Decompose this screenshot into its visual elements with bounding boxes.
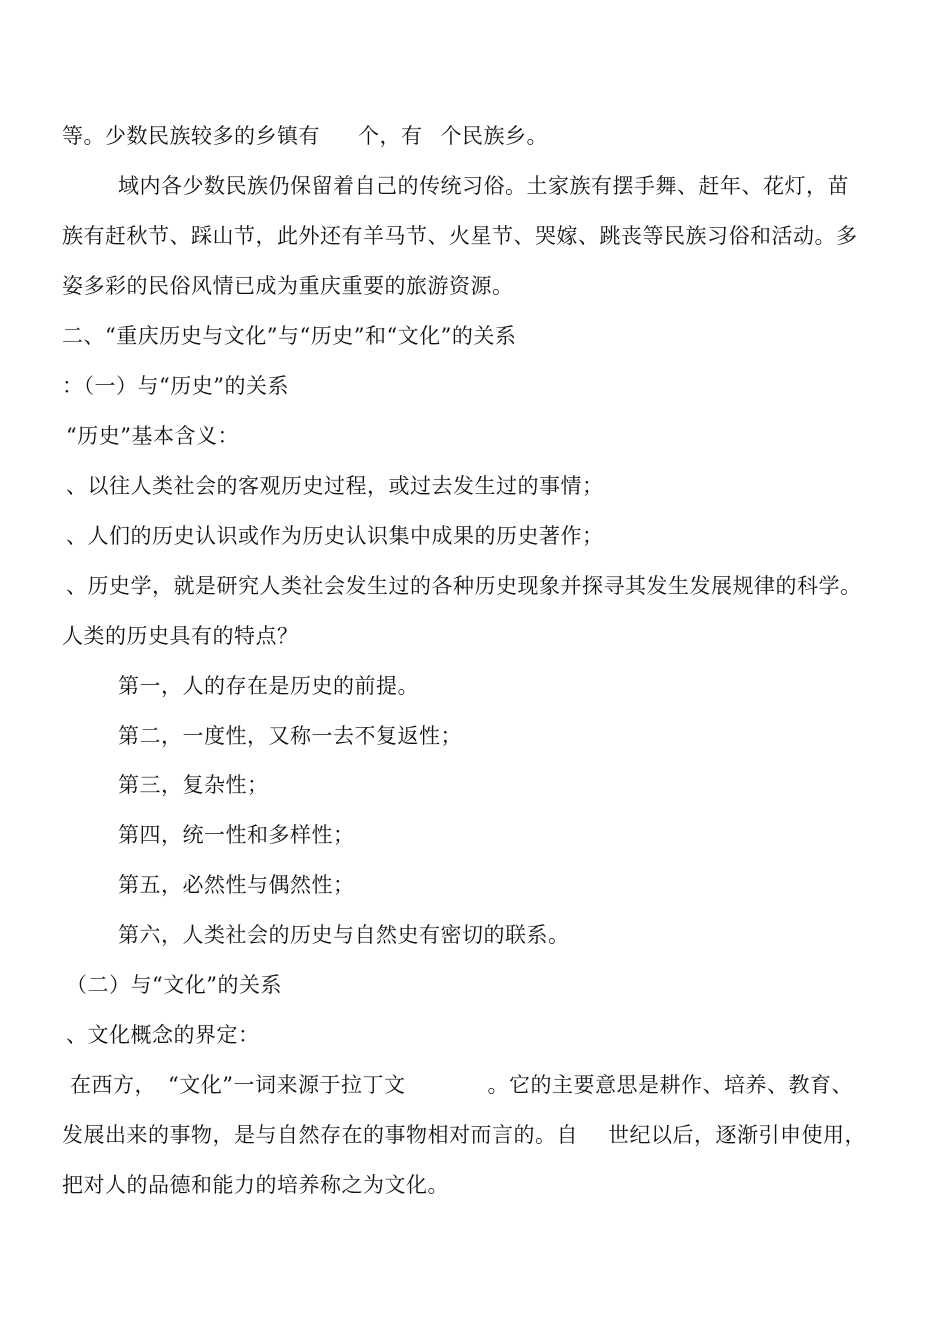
paragraph-line: 人类的历史具有的特点？ — [62, 624, 299, 648]
paragraph-line — [70, 1071, 853, 1099]
list-item: 第六，人类社会的历史与自然史有密切的联系。 — [118, 923, 570, 947]
text-segment: 发展出来的事物，是与自然存在的事物相对而言的。自 — [62, 1123, 578, 1147]
text-segment: 世纪以后，逐渐引申使用， — [608, 1123, 866, 1147]
text-segment: 个，有 — [358, 124, 423, 148]
list-item: 第五，必然性与偶然性； — [118, 873, 355, 897]
text-segment: 等。少数民族较多的乡镇有 — [62, 124, 320, 148]
text-segment: 个民族乡。 — [440, 124, 548, 148]
list-item: 、以往人类社会的客观历史过程，或过去发生过的事情； — [66, 474, 604, 498]
paragraph-line: 把对人的品德和能力的培养称之为文化。 — [62, 1173, 449, 1197]
text-segment: 在西方， — [70, 1073, 156, 1097]
paragraph-line: 、文化概念的界定： — [66, 1023, 260, 1047]
paragraph-line: 域内各少数民族仍保留着自己的传统习俗。土家族有摆手舞、赶年、花灯，苗 — [118, 174, 849, 198]
list-item: 第一，人的存在是历史的前提。 — [118, 674, 419, 698]
subsection-heading: ：（一）与“历史”的关系 — [62, 374, 289, 398]
paragraph-line — [62, 1121, 866, 1149]
list-item: 、历史学，就是研究人类社会发生过的各种历史现象并探寻其发生发展规律的科学。 — [66, 574, 862, 598]
list-item: 、人们的历史认识或作为历史认识集中成果的历史著作； — [66, 524, 604, 548]
subsection-heading: （二）与“文化”的关系 — [66, 973, 282, 997]
text-segment: 。它的主要意思是耕作、培养、教育、 — [487, 1073, 853, 1097]
paragraph-line: “历史”基本含义： — [66, 424, 239, 448]
text-segment: “文化”一词来源于拉丁文 — [168, 1073, 406, 1097]
section-heading: 二、“重庆历史与文化”与“历史”和“文化”的关系 — [62, 324, 517, 348]
paragraph-line — [62, 122, 548, 150]
list-item: 第三，复杂性； — [118, 773, 269, 797]
list-item: 第二，一度性，又称一去不复返性； — [118, 724, 462, 748]
paragraph-line: 族有赶秋节、踩山节，此外还有羊马节、火星节、哭嫁、跳丧等民族习俗和活动。多 — [62, 224, 858, 248]
paragraph-line: 姿多彩的民俗风情已成为重庆重要的旅游资源。 — [62, 274, 514, 298]
list-item: 第四，统一性和多样性； — [118, 823, 355, 847]
